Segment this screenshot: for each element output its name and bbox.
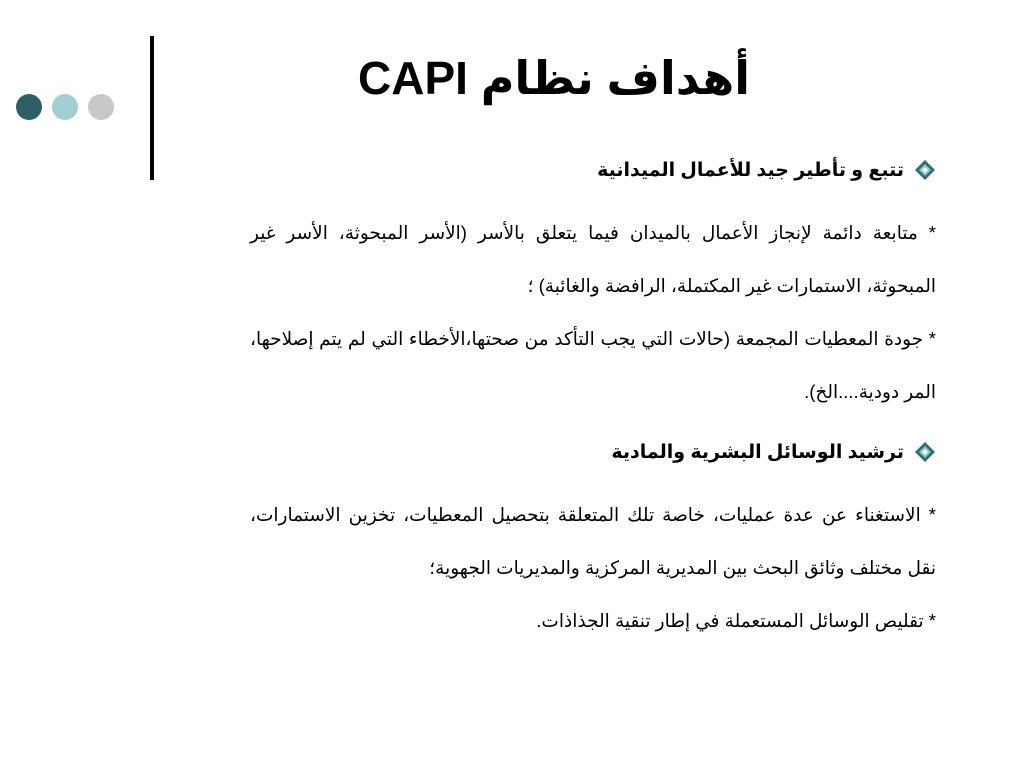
dot-dark-icon (16, 94, 42, 120)
section-field-tracking (228, 150, 936, 418)
section-heading (228, 150, 936, 190)
paragraph: * جودة المعطيات المجمعة (حالات التي يجب التأكد من صحتها،الأخطاء التي لم يتم إصلاحها، المر دودية....الخ). (250, 328, 936, 402)
section-resource-rationalization (228, 432, 936, 647)
paragraph: * الاستغناء عن عدة عمليات، خاصة تلك المتعلقة بتحصيل المعطيات، تخزين الاستمارات، نقل مختلف وثائق البحث بين المديرية المركزية والمديريات الجهوية؛ (250, 504, 936, 578)
vertical-rule (150, 36, 154, 180)
section-heading (228, 432, 936, 472)
dot-light-icon (52, 94, 78, 120)
section-heading-text: ترشيد الوسائل البشرية والمادية (611, 441, 904, 463)
section-heading-text: تتبع و تأطير جيد للأعمال الميدانية (597, 159, 904, 181)
diamond-icon (914, 441, 936, 463)
paragraph: * تقليص الوسائل المستعملة في إطار تنقية الجذاذات. (536, 610, 936, 631)
paragraph: * متابعة دائمة لإنجاز الأعمال بالميدان فيما يتعلق بالأسر (الأسر المبحوثة، الأسر غير المبحوثة، الاستمارات غير المكتملة، الرافضة والغائبة) ؛ (250, 222, 936, 296)
dot-gray-icon (88, 94, 114, 120)
slide-body (228, 150, 936, 647)
slide-title: أهداف نظام CAPI (358, 52, 750, 104)
decorative-dots (16, 94, 114, 120)
diamond-icon (914, 159, 936, 181)
